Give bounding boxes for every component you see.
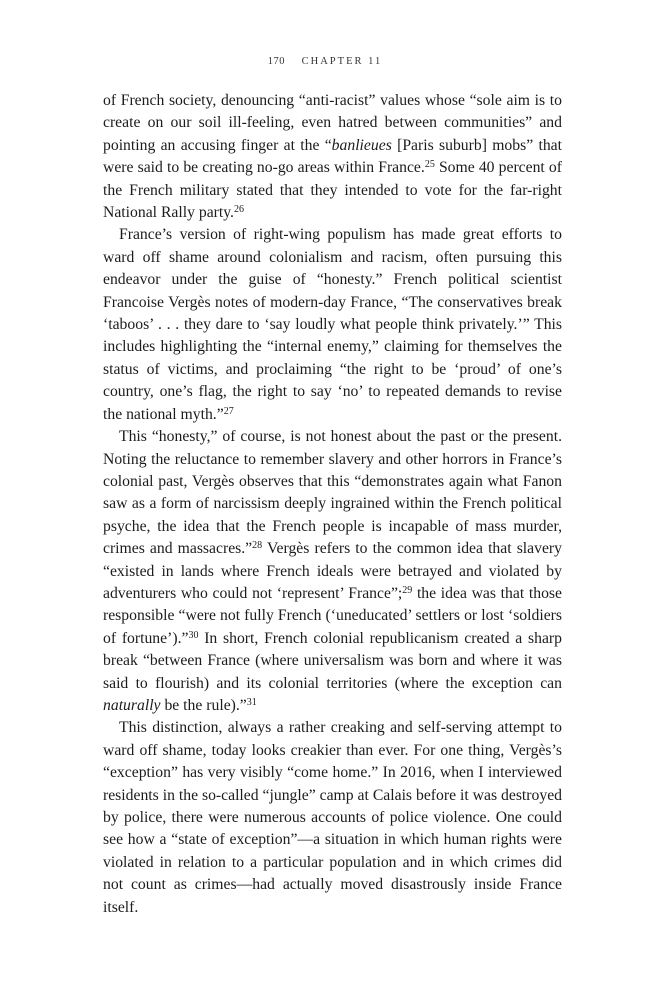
footnote-marker: 29 [402, 584, 413, 596]
text-run: Some 40 percent of the French military stated that they intended to vote for the far-right National Rally party. [103, 159, 562, 222]
body-text [103, 90, 562, 919]
text-run: This distinction, always a rather creaking and self-serving attempt to ward off shame, today looks creakier than ever. For one thing, Vergès’s “exception” has very visibly “come home.” In 2016, when I interviewed residents in the so-called “jungle” camp at Calais before it was destroyed by police, there were numerous accounts of police violence. One could see how a “state of exception”—a situation in which human rights were violated in relation to a particular population and in which crimes did not count as crimes—had actually moved disastrously inside France itself. [103, 719, 562, 916]
footnote-marker: 31 [246, 696, 257, 708]
footnote-marker: 26 [233, 204, 244, 216]
footnote-marker: 25 [424, 159, 435, 171]
page-number: 170 [267, 56, 286, 67]
running-header [0, 56, 650, 67]
text-run: France’s version of right-wing populism has made great efforts to ward off shame around colonialism and racism, often pursuing this endeavor under the guise of “honesty.” French political scientist Francoise Vergès notes of modern-day France, “The conservatives break ‘taboos’ . . . they dare to ‘say loudly what people think privately.’” This includes highlighting the “internal enemy,” claiming for themselves the status of victims, and proclaiming “the right to be ‘proud’ of one’s country, one’s flag, the right to say ‘no’ to repeated demands to revise the national myth.” [103, 226, 562, 423]
text-run: This “honesty,” of course, is not honest about the past or the present. Noting the reluctance to remember slavery and other horrors in France’s colonial past, Vergès observes that this “demonstrates again what Fanon saw as a form of narcissism deeply ingrained within the French political psyche, the idea that the French people is incapable of mass murder, crimes and massacres.” [103, 428, 562, 558]
paragraph [103, 426, 562, 717]
text-run: of French society, denouncing “anti-racist” values whose “sole aim is to create on our soil ill-feeling, even hatred between communities” and pointing an accusing finger at the “ [103, 92, 562, 154]
text-run: Vergès refers to the common idea that slavery “existed in lands where French ideals were betrayed and violated by adventurers who could not ‘represent’ France”; [103, 540, 562, 602]
text-run: [Paris suburb] mobs” that were said to be creating no-go areas within France. [103, 136, 562, 177]
italic-text: naturally [103, 696, 161, 714]
paragraph [103, 224, 562, 426]
footnote-marker: 28 [252, 540, 263, 552]
text-run: the idea was that those responsible “were not fully French (‘uneducated’ settlers or lost ‘soldiers of fortune’).” [103, 584, 562, 647]
text-run: In short, French colonial republicanism created a sharp break “between France (where universalism was born and where it was said to flourish) and its colonial territories (where the exception can [103, 629, 562, 692]
text-run: be the rule).” [160, 696, 247, 714]
paragraph [103, 90, 562, 224]
footnote-marker: 30 [188, 629, 199, 641]
italic-text: banlieues [331, 136, 392, 154]
chapter-label: CHAPTER 11 [301, 56, 383, 67]
paragraph [103, 717, 562, 919]
footnote-marker: 27 [223, 405, 234, 417]
